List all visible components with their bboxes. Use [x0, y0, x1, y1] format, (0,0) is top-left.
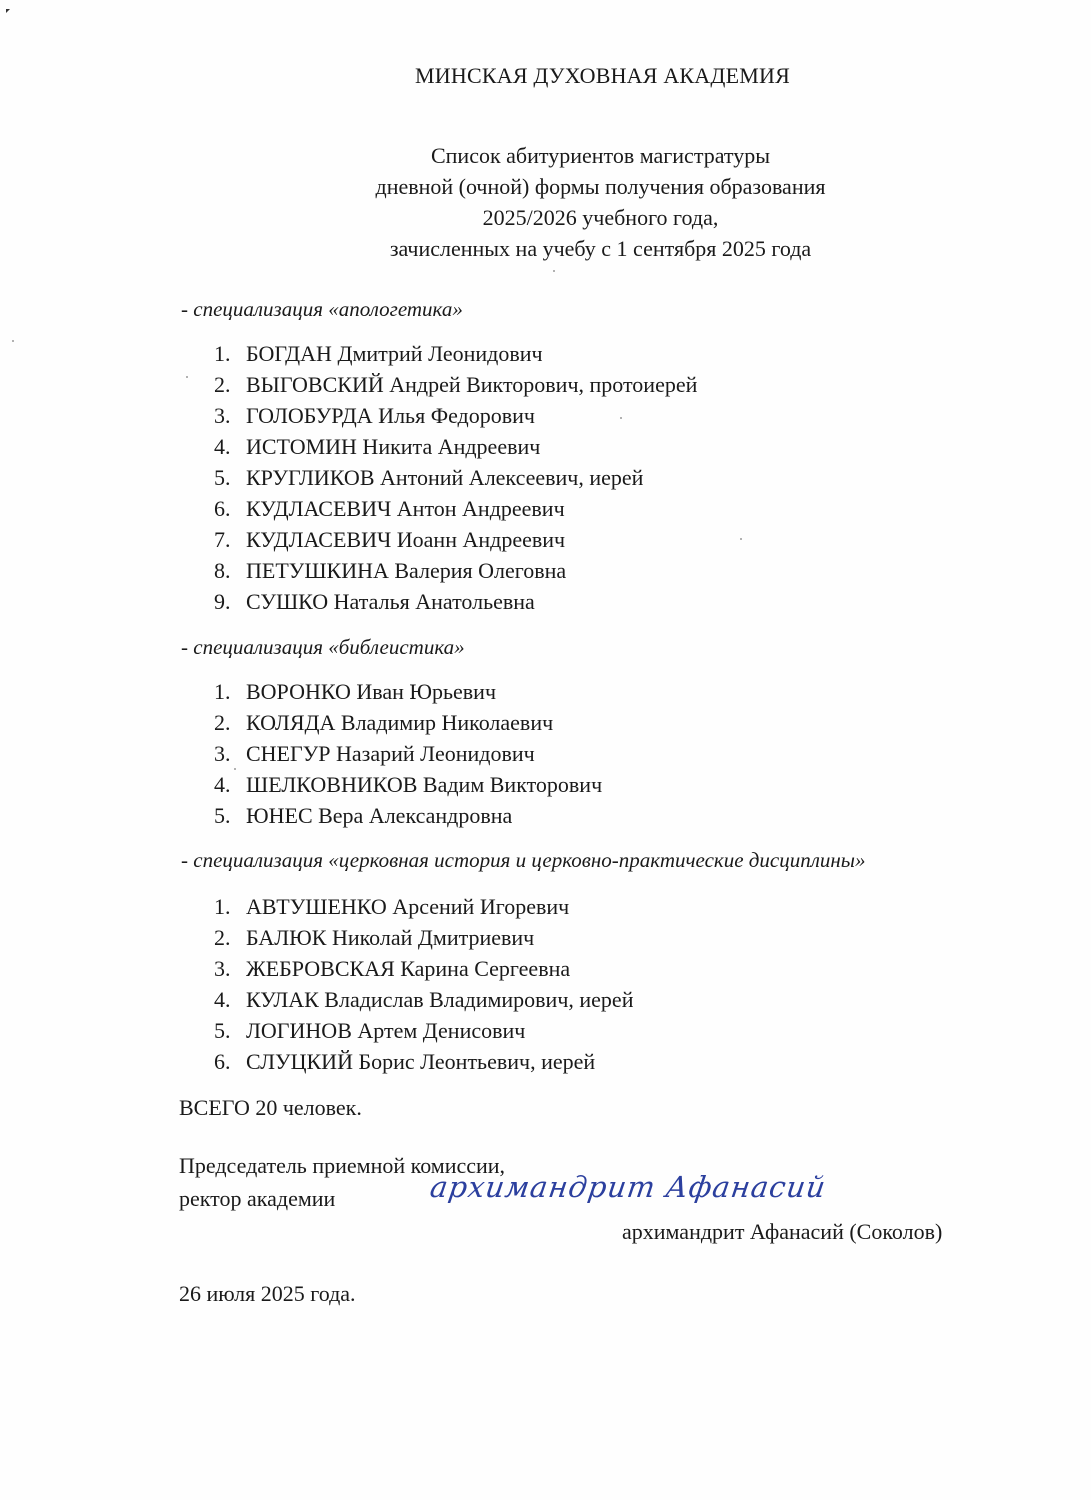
heading-line: дневной (очной) формы получения образования — [375, 174, 826, 199]
item-number: 5. — [214, 1018, 231, 1043]
heading-line: Список абитуриентов магистратуры — [430, 143, 771, 168]
student-name: СУШКО Наталья Анатольевна — [246, 589, 535, 614]
list-item — [214, 800, 602, 831]
scan-speck — [186, 376, 188, 378]
item-number: 2. — [214, 925, 231, 950]
document-heading — [55, 140, 1091, 264]
item-number: 1. — [214, 679, 231, 704]
section-title-apologetics: - специализация «апологетика» — [181, 297, 463, 321]
item-number: 2. — [214, 372, 231, 397]
student-list-apologetics — [214, 338, 697, 617]
student-name: ИСТОМИН Никита Андреевич — [246, 434, 541, 459]
list-item — [214, 922, 633, 953]
list-item — [214, 369, 697, 400]
student-name: КОЛЯДА Владимир Николаевич — [246, 710, 554, 735]
list-item — [214, 493, 697, 524]
item-number: 3. — [214, 403, 231, 428]
handwritten-signature: архимандрит Афанасий — [428, 1170, 829, 1204]
scan-speck — [12, 340, 14, 342]
total-count: ВСЕГО 20 человек. — [179, 1095, 362, 1120]
student-name: КУДЛАСЕВИЧ Антон Андреевич — [246, 496, 565, 521]
student-name: КУЛАК Владислав Владимирович, иерей — [246, 987, 634, 1012]
student-list-church-history — [214, 891, 633, 1077]
signatory-name: архимандрит Афанасий (Соколов) — [622, 1219, 943, 1244]
list-item — [214, 1015, 633, 1046]
item-number: 1. — [214, 341, 231, 366]
student-name: ВЫГОВСКИЙ Андрей Викторович, протоиерей — [246, 372, 698, 397]
scan-speck — [740, 538, 742, 540]
signatory-position-line1: Председатель приемной комиссии, — [179, 1153, 506, 1178]
item-number: 2. — [214, 710, 231, 735]
item-number: 6. — [214, 1049, 231, 1074]
list-item — [214, 586, 697, 617]
student-name: СЛУЦКИЙ Борис Леонтьевич, иерей — [246, 1049, 596, 1074]
item-number: 4. — [214, 434, 231, 459]
student-name: КУДЛАСЕВИЧ Иоанн Андреевич — [246, 527, 566, 552]
scan-speck — [553, 270, 555, 272]
item-number: 3. — [214, 741, 231, 766]
list-item — [214, 676, 602, 707]
item-number: 4. — [214, 772, 231, 797]
list-item — [214, 524, 697, 555]
list-item — [214, 738, 602, 769]
student-name: ЮНЕС Вера Александровна — [246, 803, 513, 828]
item-number: 7. — [214, 527, 231, 552]
list-item — [214, 462, 697, 493]
list-item — [214, 555, 697, 586]
list-item — [214, 431, 697, 462]
document-date: 26 июля 2025 года. — [179, 1281, 356, 1306]
student-name: КРУГЛИКОВ Антоний Алексеевич, иерей — [246, 465, 644, 490]
heading-line: 2025/2026 учебного года, — [482, 205, 719, 230]
student-name: СНЕГУР Назарий Леонидович — [246, 741, 535, 766]
student-name: ПЕТУШКИНА Валерия Олеговна — [246, 558, 567, 583]
student-list-biblical-studies — [214, 676, 602, 831]
heading-line: зачисленных на учебу с 1 сентября 2025 года — [389, 236, 812, 261]
item-number: 6. — [214, 496, 231, 521]
list-item — [214, 769, 602, 800]
student-name: ГОЛОБУРДА Илья Федорович — [246, 403, 535, 428]
student-name: БОГДАН Дмитрий Леонидович — [246, 341, 543, 366]
list-item — [214, 338, 697, 369]
student-name: АВТУШЕНКО Арсений Игоревич — [246, 894, 570, 919]
list-item — [214, 1046, 633, 1077]
item-number: 1. — [214, 894, 231, 919]
item-number: 9. — [214, 589, 231, 614]
student-name: БАЛЮК Николай Дмитриевич — [246, 925, 535, 950]
item-number: 3. — [214, 956, 231, 981]
section-title-church-history: - специализация «церковная история и церковно-практические дисциплины» — [181, 848, 866, 872]
list-item — [214, 953, 633, 984]
signatory-position-line2: ректор академии — [179, 1186, 336, 1211]
item-number: 5. — [214, 465, 231, 490]
student-name: ЛОГИНОВ Артем Денисович — [246, 1018, 526, 1043]
section-title-biblical-studies: - специализация «библеистика» — [181, 635, 465, 659]
student-name: ВОРОНКО Иван Юрьевич — [246, 679, 497, 704]
item-number: 4. — [214, 987, 231, 1012]
list-item — [214, 891, 633, 922]
student-name: ЖЕБРОВСКАЯ Карина Сергеевна — [246, 956, 571, 981]
item-number: 8. — [214, 558, 231, 583]
institution-name: МИНСКАЯ ДУХОВНАЯ АКАДЕМИЯ — [415, 63, 790, 88]
item-number: 5. — [214, 803, 231, 828]
list-item — [214, 984, 633, 1015]
scan-artifact — [6, 9, 10, 13]
list-item — [214, 707, 602, 738]
list-item — [214, 400, 697, 431]
student-name: ШЕЛКОВНИКОВ Вадим Викторович — [246, 772, 603, 797]
